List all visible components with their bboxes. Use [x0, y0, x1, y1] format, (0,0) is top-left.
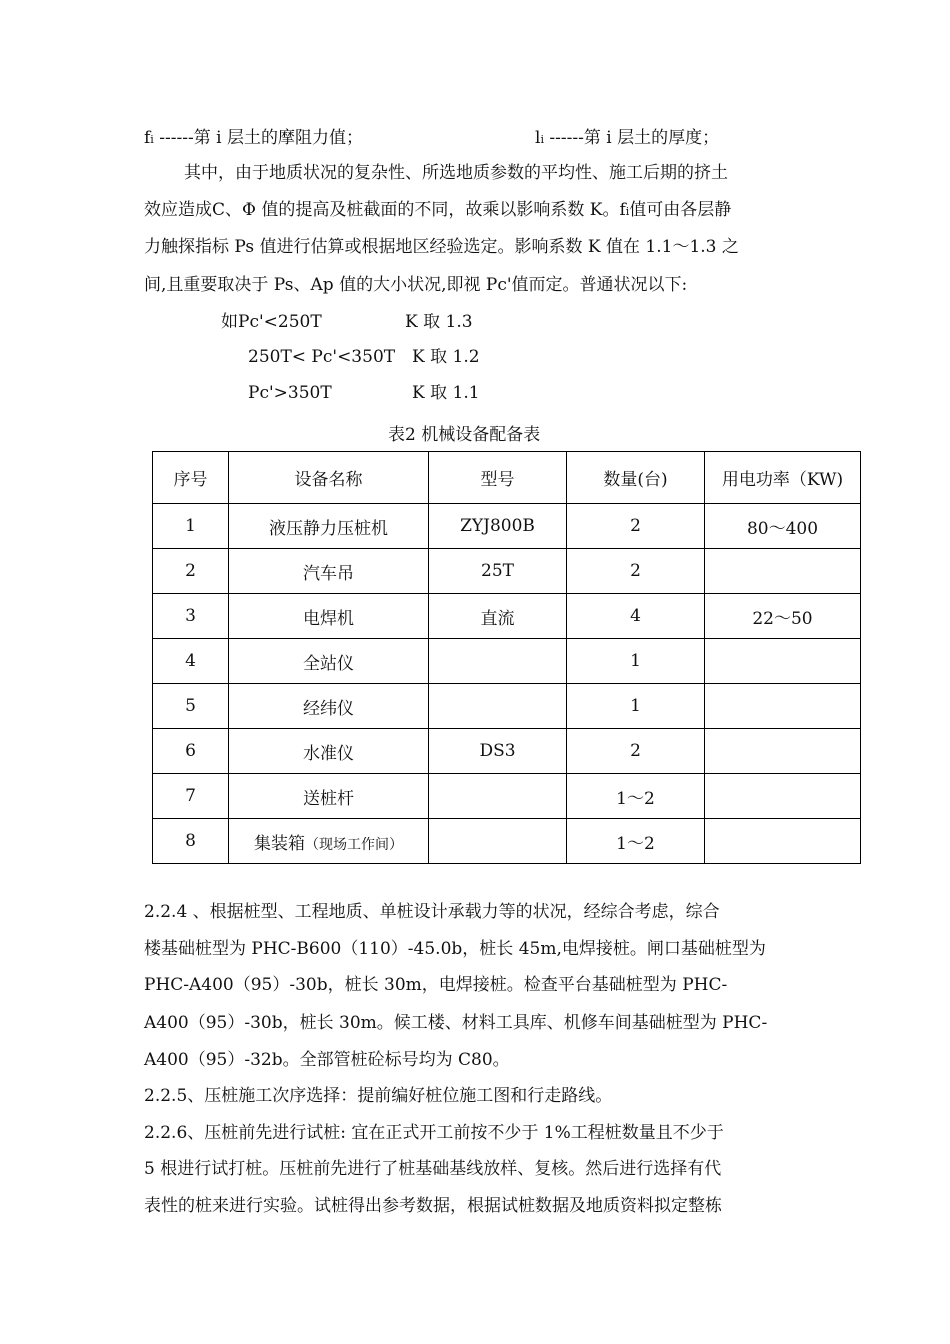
- cell-model: [429, 684, 567, 729]
- cell-no: 1: [153, 504, 229, 549]
- table-row: [153, 594, 861, 639]
- cell-power: [705, 639, 861, 684]
- cell-model: [429, 639, 567, 684]
- cell-name-note: （现场工作间）: [305, 836, 403, 853]
- cell-qty: 1: [567, 684, 705, 729]
- para1-line2-tail: 值可由各层静: [629, 200, 732, 220]
- para1-line2-subscript: i: [625, 205, 630, 218]
- condition-2: 250T< Pc'<350T: [248, 347, 396, 367]
- cell-power: 80～400: [705, 504, 861, 549]
- fi-text: ------第 i 层土的摩阻力值；: [153, 128, 363, 148]
- header-power: 用电功率（KW): [705, 452, 861, 504]
- cell-no: 3: [153, 594, 229, 639]
- table-row: [153, 549, 861, 594]
- cell-no: 5: [153, 684, 229, 729]
- cell-no: 7: [153, 774, 229, 819]
- cell-model: ZYJ800B: [429, 504, 567, 549]
- li-text: ------第 i 层土的厚度；: [543, 128, 720, 148]
- cell-qty: 4: [567, 594, 705, 639]
- para1-line2-text: 效应造成C、Φ 值的提高及桩截面的不同，故乘以影响系数 K。f: [144, 200, 626, 220]
- cell-no: 2: [153, 549, 229, 594]
- table-row: [153, 819, 861, 864]
- cell-power: [705, 549, 861, 594]
- cell-name-text: 集装箱: [254, 833, 305, 854]
- s226-line3: 表性的桩来进行实验。试桩得出参考数据，根据试桩数据及地质资料拟定整栋: [144, 1196, 722, 1216]
- para1-line1: 其中，由于地质状况的复杂性、所选地质参数的平均性、施工后期的挤土: [184, 163, 728, 183]
- cell-no: 8: [153, 819, 229, 864]
- cell-qty: 1～2: [567, 774, 705, 819]
- cell-qty: 2: [567, 549, 705, 594]
- fi-symbol: f: [144, 128, 151, 148]
- para1-line2: [144, 202, 731, 219]
- s224-line2: 楼基础桩型为 PHC-B600（110）-45.0b，桩长 45m,电焊接桩。闸口基础桩型为: [144, 939, 766, 959]
- table-row: [153, 684, 861, 729]
- header-name: 设备名称: [229, 452, 429, 504]
- table-row: [153, 729, 861, 774]
- cell-model: DS3: [429, 729, 567, 774]
- condition-3: Pc'>350T: [248, 383, 332, 403]
- cell-name: 经纬仪: [229, 684, 429, 729]
- cell-name: 电焊机: [229, 594, 429, 639]
- cell-name: 全站仪: [229, 639, 429, 684]
- s224-line3: PHC-A400（95）-30b，桩长 30m，电焊接桩。检查平台基础桩型为 PHC-: [144, 975, 728, 995]
- s224-line1: 2.2.4 、根据桩型、工程地质、单桩设计承载力等的状况，经综合考虑，综合: [144, 902, 720, 922]
- cell-name: 送桩杆: [229, 774, 429, 819]
- cell-name: 水准仪: [229, 729, 429, 774]
- li-definition: [535, 130, 719, 147]
- cell-power: [705, 729, 861, 774]
- li-subscript: i: [540, 133, 544, 146]
- cell-power: [705, 819, 861, 864]
- para1-line4: 间,且重要取决于 Ps、Ap 值的大小状况,即视 Pc'值而定。普通状况以下:: [144, 275, 688, 295]
- condition-3-k: K 取 1.1: [412, 383, 480, 403]
- cell-qty: 2: [567, 504, 705, 549]
- fi-subscript: i: [150, 133, 154, 146]
- table-caption: 表2 机械设备配备表: [388, 425, 541, 445]
- table-row: [153, 639, 861, 684]
- cell-power: [705, 774, 861, 819]
- cell-power: 22～50: [705, 594, 861, 639]
- table-row: [153, 504, 861, 549]
- cell-qty: 1～2: [567, 819, 705, 864]
- condition-1-k: K 取 1.3: [405, 312, 473, 332]
- cell-power: [705, 684, 861, 729]
- cell-no: 4: [153, 639, 229, 684]
- header-no: 序号: [153, 452, 229, 504]
- s224-line4: A400（95）-30b，桩长 30m。候工楼、材料工具库、机修车间基础桩型为 PHC-: [144, 1013, 768, 1033]
- cell-name: [229, 819, 429, 864]
- cell-qty: 1: [567, 639, 705, 684]
- cell-name: 液压静力压桩机: [229, 504, 429, 549]
- cell-no: 6: [153, 729, 229, 774]
- s225-line: 2.2.5、压桩施工次序选择：提前编好桩位施工图和行走路线。: [144, 1086, 613, 1106]
- s226-line1: 2.2.6、压桩前先进行试桩: 宜在正式开工前按不少于 1%工程桩数量且不少于: [144, 1123, 724, 1143]
- s224-line5: A400（95）-32b。全部管桩砼标号均为 C80。: [144, 1050, 510, 1070]
- table-header-row: [153, 452, 861, 504]
- header-model: 型号: [429, 452, 567, 504]
- cell-name: 汽车吊: [229, 549, 429, 594]
- cell-model: [429, 819, 567, 864]
- equipment-table: [152, 451, 861, 864]
- para1-line3: 力触探指标 Ps 值进行估算或根据地区经验选定。影响系数 K 值在 1.1～1.3 之: [144, 237, 739, 257]
- header-qty: 数量(台): [567, 452, 705, 504]
- table-row: [153, 774, 861, 819]
- cell-model: 直流: [429, 594, 567, 639]
- fi-definition: [144, 130, 363, 147]
- cell-model: [429, 774, 567, 819]
- cell-model: 25T: [429, 549, 567, 594]
- condition-1: 如Pc'<250T: [221, 312, 322, 332]
- li-symbol: l: [535, 128, 541, 148]
- cell-qty: 2: [567, 729, 705, 774]
- condition-2-k: K 取 1.2: [412, 347, 480, 367]
- s226-line2: 5 根进行试打桩。压桩前先进行了桩基础基线放样、复核。然后进行选择有代: [144, 1159, 722, 1179]
